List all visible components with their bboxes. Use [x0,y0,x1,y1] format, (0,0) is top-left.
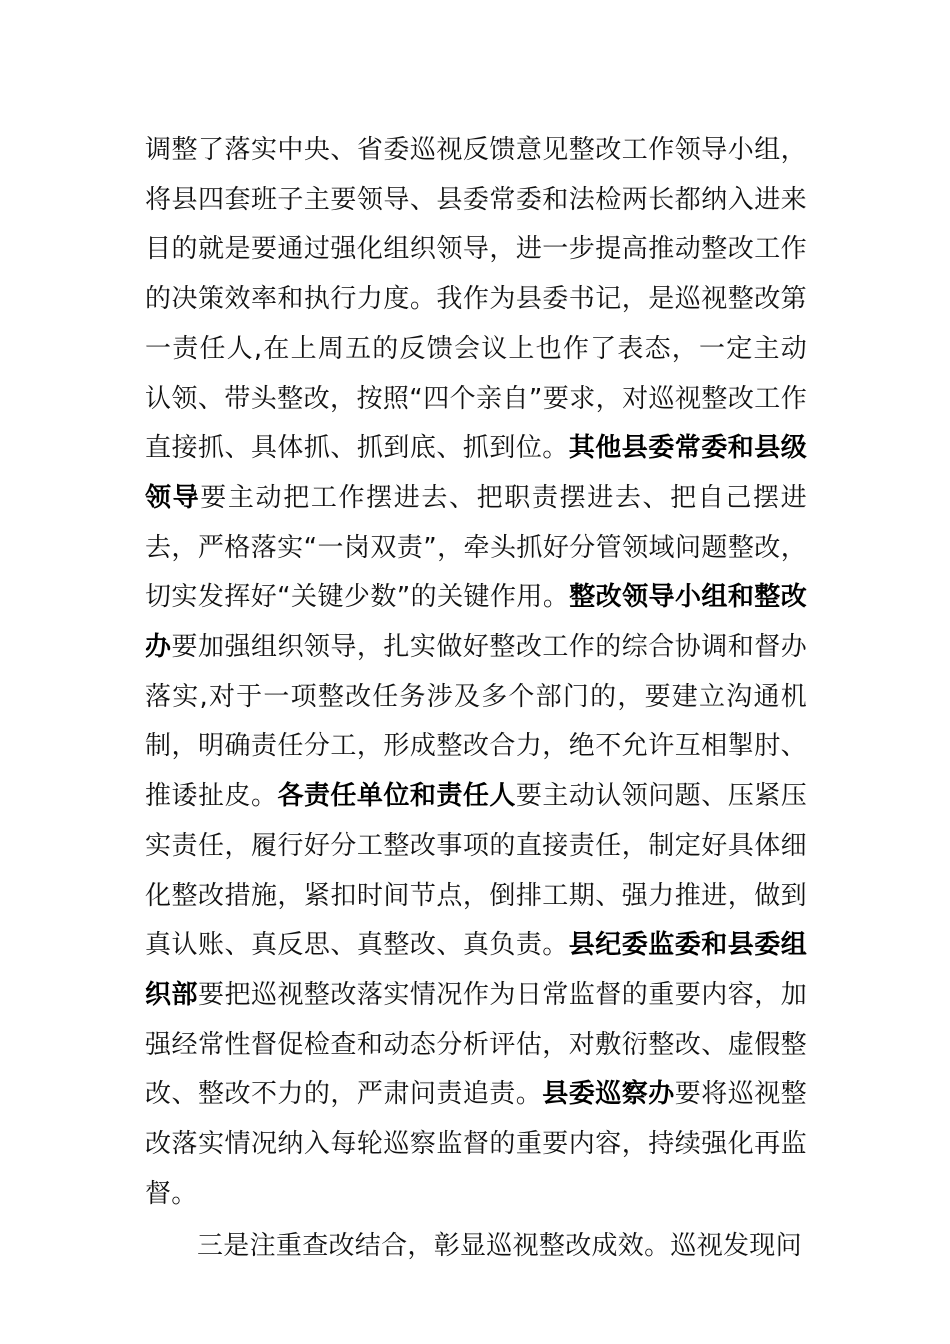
text-segment: 要主动认领问题、压紧压实责任，履行好分工整改事项的直接责任，制定好具体细化整改措施，紧扣时间节点，倒排工期、强力推进，做到真认账、真反思、真整改、真负责。 [145,781,807,961]
bold-text-segment: 各责任单位和责任人 [277,781,516,812]
paragraph [145,1222,807,1272]
bold-text-segment: 县纪委监委和县委组织部 [145,930,807,1010]
bold-text-segment: 其他县委常委和县级领导 [145,433,807,513]
document-body [145,126,807,1272]
text-segment: 要将巡视整改落实情况纳入每轮巡察监督的重要内容，持续强化再监督。 [145,1079,807,1209]
text-segment: 调整了落实中央、省委巡视反馈意见整改工作领导小组，将县四套班子主要领导、县委常委和法检两长都纳入进来目的就是要通过强化组织领导，进一步提高推动整改工作的决策效率和执行力度。我作为县委书记，是巡视整改第一责任人,在上周五的反馈会议上也作了表态，一定主动认领、带头整改，按照“四个亲自”要求，对巡视整改工作直接抓、具体抓、抓到底、抓到位。 [145,135,807,464]
paragraph [145,126,807,1219]
bold-text-segment: 县委巡察办 [542,1079,675,1110]
text-segment: 要加强组织领导，扎实做好整改工作的综合协调和督办落实,对于一项整改任务涉及多个部门的，要建立沟通机制，明确责任分工，形成整改合力，绝不允许互相掣肘、推诿扯皮。 [145,632,807,812]
text-segment: 要把巡视整改落实情况作为日常监督的重要内容，加强经常性督促检查和动态分析评估，对敷衍整改、虚假整改、整改不力的，严肃问责追责。 [145,979,807,1110]
bold-text-segment: 整改领导小组和整改办 [145,582,807,663]
text-segment: 三是注重查改结合，彰显巡视整改成效。巡视发现问 [197,1231,802,1262]
text-segment: 要主动把工作摆进去、把职责摆进去、把自己摆进去，严格落实“一岗双责”，牵头抓好分管领域问题整改，切实发挥好“关键少数”的关键作用。 [145,482,807,613]
